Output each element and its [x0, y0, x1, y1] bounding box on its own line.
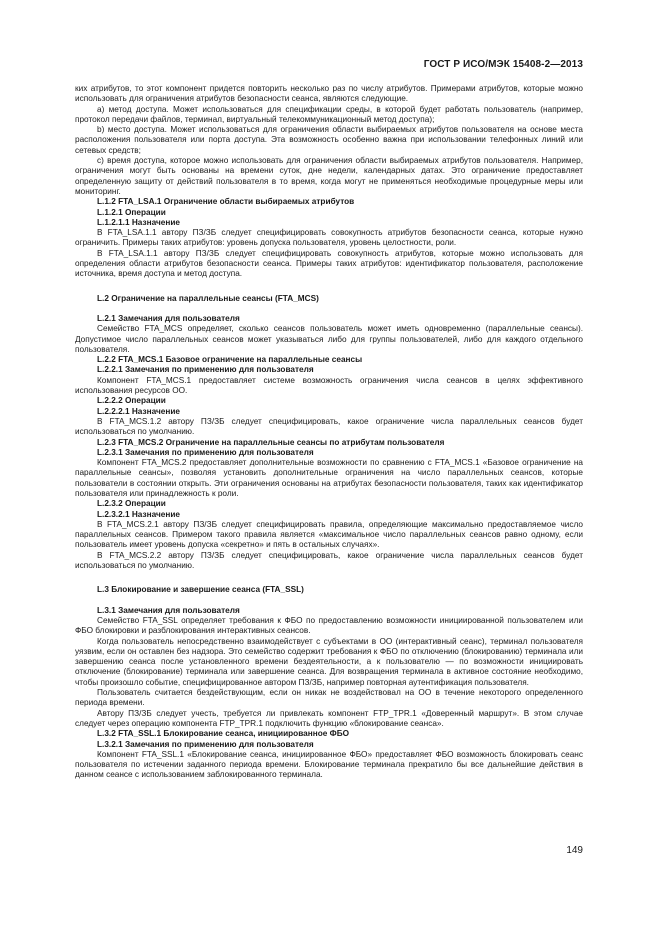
body-paragraph: В FTA_LSA.1.1 автору ПЗ/ЗБ следует специфицировать совокупность атрибутов, которые можно использовать для определения области атрибутов безопасности сеанса. Примеры таких атрибутов: идентификатор пользователя, расположение источника, время доступа и метод доступа. [75, 248, 583, 279]
section-heading: L.1.2.1.1 Назначение [97, 217, 180, 227]
body-paragraph: Компонент FTA_MCS.1 предоставляет системе возможность ограничения числа сеансов в целях эффективного использования ресурсов ОО. [75, 375, 583, 396]
section-heading: L.2.3.2 Операции [97, 499, 166, 509]
body-paragraph: Автору ПЗ/ЗБ следует учесть, требуется ли привлекать компонент FTP_TPR.1 «Доверенный маршрут». В этом случае следует через операцию компонента FTP_TPR.1 подключить функцию «блокирование сеанса». [75, 708, 583, 728]
section-heading: L.3.1 Замечания для пользователя [97, 605, 240, 615]
section-heading: L.2.3 FTA_MCS.2 Ограничение на параллельные сеансы по атрибутам пользователя [97, 437, 445, 447]
body-paragraph: Компонент FTA_MCS.2 предоставляет дополнительные возможности по сравнению с FTA_MCS.1 «Базовое ограничение на параллельные сеансы», позволяя установить дополнительные ограничения на число параллельных сеансов, которые пользователи в состоянии открыть. Эти ограничения основаны на атрибутах безопасности пользователя, таких как идентификатор пользователя или принадлежность к роли. [75, 458, 583, 498]
section-heading: L.3.2.1 Замечания по применению для пользователя [97, 739, 314, 749]
section-heading: L.2.2 FTA_MCS.1 Базовое ограничение на параллельные сеансы [97, 355, 363, 365]
body-paragraph: В FTA_MCS.2.2 автору ПЗ/ЗБ следует специфицировать, какое ограничение числа параллельных сеансов будет использоваться по умолчанию. [75, 550, 583, 571]
section-heading: L.2.3.1 Замечания по применению для пользователя [97, 447, 314, 457]
body-paragraph: ких атрибутов, то этот компонент придется повторить несколько раз по числу атрибутов. Примерами атрибутов, которые можно использовать для ограничения атрибутов безопасности сеанса, являются следующие. [75, 84, 583, 104]
section-heading: L.2.3.2.1 Назначение [97, 509, 180, 519]
page-number: 149 [566, 845, 583, 856]
section-heading: L.1.2.1 Операции [97, 207, 166, 217]
body-paragraph: В FTA_MCS.2.1 автору ПЗ/ЗБ следует специфицировать правила, определяющие максимально предоставляемое число параллельных сеансов. Примером такого правила является «максимальное число параллельных сеансов равно одному, если пользователь имеет уровень допуска «секретно» и пять в остальных случаях». [75, 519, 583, 550]
chapter-heading: L.2 Ограничение на параллельные сеансы (FTA_MCS) [97, 293, 319, 303]
list-item-c: с) время доступа, которое можно использовать для ограничения области выбираемых атрибутов пользователя. Например, ограничения могут быть основаны на времени суток, дне недели, календарных датах. Это ограничение предоставляет определенную защиту от действий пользователя в то время, когда могут не применяться необходимые процедурные меры или мониторинг. [75, 156, 583, 196]
section-heading: L.2.2.2.1 Назначение [97, 406, 180, 416]
chapter-heading: L.3 Блокирование и завершение сеанса (FTA_SSL) [97, 585, 304, 595]
body-paragraph: Семейство FTA_MCS определяет, сколько сеансов пользователь может иметь одновременно (параллельные сеансы). Допустимое число параллельных сеансов может указываться либо для группы пользователей, либо для каждого отдельного пользователя. [75, 324, 583, 354]
section-heading: L.1.2 FTA_LSA.1 Ограничение области выбираемых атрибутов [97, 197, 355, 207]
body-paragraph: Семейство FTA_SSL определяет требования к ФБО по предоставлению возможности инициированной пользователем или ФБО блокировки и разблокирования интерактивных сеансов. [75, 615, 583, 636]
body-paragraph: Когда пользователь непосредственно взаимодействует с субъектами в ОО (интерактивный сеанс), терминал пользователя уязвим, если он оставлен без надзора. Это семейство содержит требования к ФБО по отключению (блокированию) терминала или завершению сеанса после установленного времени бездеятельности, а к пользователю — по возможности инициировать отключение (блокирование) терминала или завершение сеанса. Для возвращения терминала в активное состояние необходимо, чтобы произошло событие, специфицированное автором ПЗ/ЗБ, например повторная аутентификация пользователя. [75, 636, 583, 687]
section-heading: L.2.2.1 Замечания по применению для пользователя [97, 365, 314, 375]
body-paragraph: Компонент FTA_SSL.1 «Блокирование сеанса, инициированное ФБО» предоставляет ФБО возможность блокировать сеанс пользователя по истечении заданного периода времени. Блокирование терминала прекратило бы все дальнейшие действия в данном сеансе с использованием заблокированного терминала. [75, 749, 583, 780]
section-heading: L.2.2.2 Операции [97, 396, 166, 406]
section-heading: L.3.2 FTA_SSL.1 Блокирование сеанса, инициированное ФБО [97, 729, 350, 739]
list-item-a: а) метод доступа. Может использоваться для спецификации среды, в которой будет работать пользователь (например, протокол передачи файлов, терминал, виртуальный телекоммуникационный метод доступа); [75, 104, 583, 124]
section-heading: L.2.1 Замечания для пользователя [97, 313, 240, 323]
list-item-b: b) место доступа. Может использоваться для ограничения области выбираемых атрибутов пользователя на основе места расположения пользователя или порта доступа. Эта возможность особенно важна при использовании телефонных линий или сетевых средств; [75, 125, 583, 155]
body-paragraph: Пользователь считается бездействующим, если он никак не воздействовал на ОО в течение некоторого определенного периода времени. [75, 688, 583, 708]
body-paragraph: В FTA_MCS.1.2 автору ПЗ/ЗБ следует специфицировать, какое ограничение числа параллельных сеансов будет использоваться по умолчанию. [75, 416, 583, 437]
document-body [75, 84, 583, 781]
body-paragraph: В FTA_LSA.1.1 автору ПЗ/ЗБ следует специфицировать совокупность атрибутов безопасности сеанса, которые нужно ограничить. Примеры таких атрибутов: уровень допуска пользователя, уровень целостности, роли. [75, 228, 583, 248]
document-header: ГОСТ Р ИСО/МЭК 15408-2—2013 [423, 59, 583, 70]
